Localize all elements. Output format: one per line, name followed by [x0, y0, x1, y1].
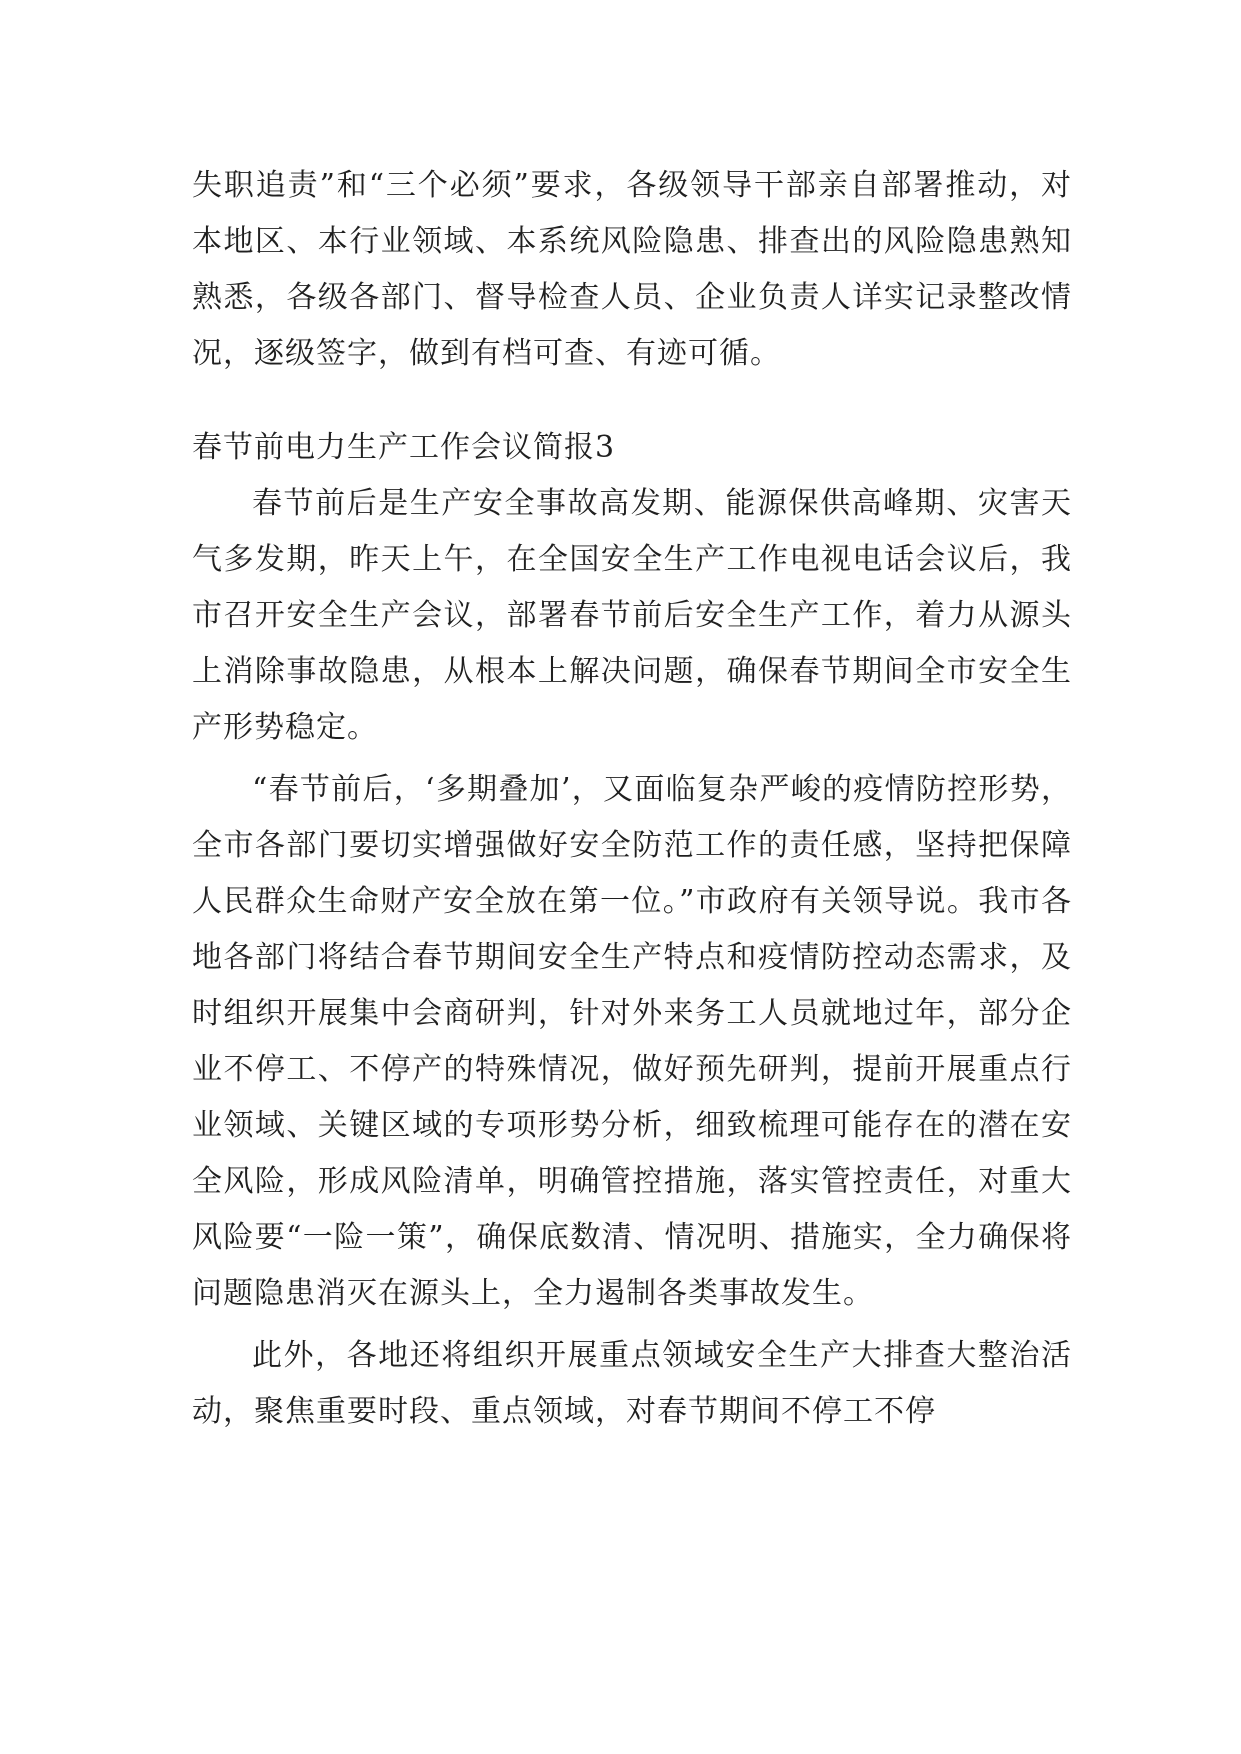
- section-heading: 春节前电力生产工作会议简报3: [192, 430, 616, 465]
- paragraph-2: 春节前后是生产安全事故高发期、能源保供高峰期、灾害天气多发期，昨天上午，在全国安全生产工作电视电话会议后，我市召开安全生产会议，部署春节前后安全生产工作，着力从源头上消除事故隐患，从根本上解决问题，确保春节期间全市安全生产形势稳定。: [192, 486, 1072, 745]
- paragraph-1: 失职追责”和“三个必须”要求，各级领导干部亲自部署推动，对本地区、本行业领域、本系统风险隐患、排查出的风险隐患熟知熟悉，各级各部门、督导检查人员、企业负责人详实记录整改情况，逐级签字，做到有档可查、有迹可循。: [192, 168, 1072, 371]
- section-gap: [192, 382, 1072, 420]
- document-body: [192, 158, 1072, 1440]
- paragraph-3: “春节前后，‘多期叠加’，又面临复杂严峻的疫情防控形势，全市各部门要切实增强做好安全防范工作的责任感，坚持把保障人民群众生命财产安全放在第一位。”市政府有关领导说。我市各地各部门将结合春节期间安全生产特点和疫情防控动态需求，及时组织开展集中会商研判，针对外来务工人员就地过年，部分企业不停工、不停产的特殊情况，做好预先研判，提前开展重点行业领域、关键区域的专项形势分析，细致梳理可能存在的潜在安全风险，形成风险清单，明确管控措施，落实管控责任，对重大风险要“一险一策”，确保底数清、情况明、措施实，全力确保将问题隐患消灭在源头上，全力遏制各类事故发生。: [192, 772, 1072, 1311]
- paragraph-4: 此外，各地还将组织开展重点领域安全生产大排查大整治活动，聚焦重要时段、重点领域，对春节期间不停工不停: [192, 1338, 1072, 1429]
